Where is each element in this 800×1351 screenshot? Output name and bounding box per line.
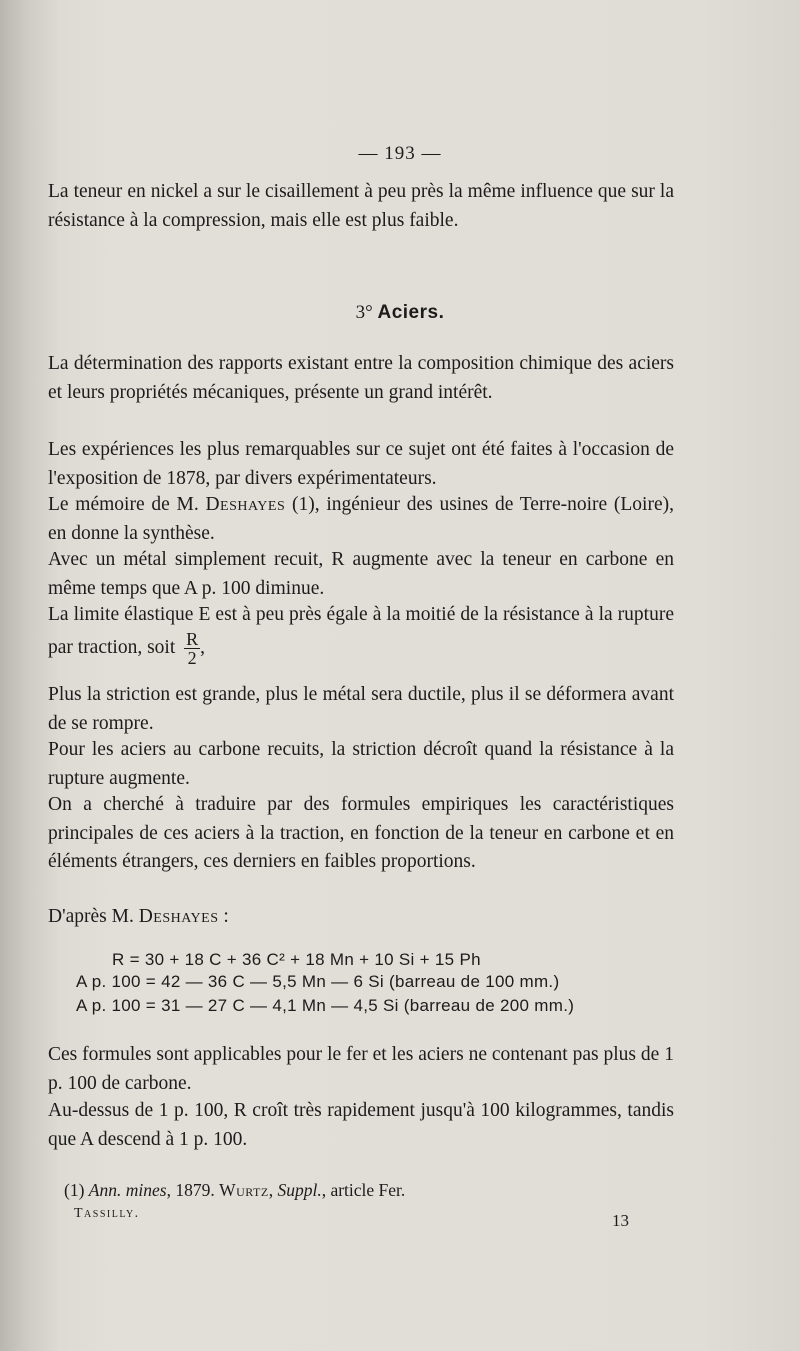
footnote-author: Wurtz (219, 1180, 269, 1200)
paragraph-nickel (48, 178, 674, 235)
paragraph-striction (48, 681, 674, 738)
paragraph-applicables (48, 1041, 674, 1098)
formula-a-200mm: A p. 100 = 31 — 27 C — 4,1 Mn — 4,5 Si (barreau de 200 mm.) (76, 996, 575, 1015)
formula-r: R = 30 + 18 C + 36 C² + 18 Mn + 10 Si + 15 Ph (112, 950, 481, 969)
paragraph-limite-elastique-text: La limite élastique E est à peu près égale à la moitié de la résistance à la rupture par traction, soit (48, 604, 674, 658)
paragraph-memoire (48, 491, 674, 548)
paragraph-nickel-text: La teneur en nickel a sur le cisaillement à peu près la même influence que sur la résistance à la compression, mais elle est plus faible. (48, 181, 674, 231)
paragraph-formules-empiriques (48, 791, 674, 877)
paragraph-metal-recuit (48, 546, 674, 603)
section-heading-title: Aciers. (377, 302, 445, 323)
fraction-comma: , (200, 636, 206, 658)
paragraph-memoire-lead: Le mémoire de M. (48, 494, 206, 515)
footnote-source: Ann. mines (88, 1180, 167, 1200)
footnote-suppl: Suppl. (277, 1180, 322, 1200)
paragraph-determination-text: La détermination des rapports existant entre la composition chimique des aciers et leurs propriétés mécaniques, présente un grand intérêt. (48, 353, 674, 403)
footnote-sep: , (268, 1180, 278, 1200)
author-name: Deshayes (205, 494, 286, 515)
section-heading (0, 302, 800, 324)
fraction-r-over-2 (184, 630, 200, 667)
printer-name: Tassilly. (74, 1206, 140, 1221)
fraction-numerator: R (186, 628, 199, 649)
paragraph-dapres-tail: : (218, 906, 229, 927)
section-heading-number: 3° (355, 302, 378, 323)
footnote-article: , article Fer. (321, 1180, 406, 1200)
footnote-year: , 1879. (166, 1180, 220, 1200)
paragraph-experiences-text: Les expériences les plus remarquables sur ce sujet ont été faites à l'occasion de l'exposition de 1878, par divers expérimentateurs. (48, 439, 674, 489)
paragraph-dapres-lead: D'après M. (48, 906, 139, 927)
paragraph-metal-recuit-text: Avec un métal simplement recuit, R augmente avec la teneur en carbone en même temps que A p. 100 diminue. (48, 549, 674, 599)
paragraph-applicables-text: Ces formules sont applicables pour le fer et les aciers ne contenant pas plus de 1 p. 100 de carbone. (48, 1044, 674, 1094)
paragraph-dapres (48, 903, 674, 932)
paragraph-au-dessus-text: Au-dessus de 1 p. 100, R croît très rapidement jusqu'à 100 kilogrammes, tandis que A descend à 1 p. 100. (48, 1100, 674, 1150)
paragraph-limite-elastique (48, 601, 674, 667)
signature-mark: 13 (612, 1211, 629, 1230)
paragraph-determination (48, 350, 674, 407)
paragraph-striction-text: Plus la striction est grande, plus le métal sera ductile, plus il se déformera avant de se rompre. (48, 684, 674, 734)
footnote-marker: (1) (64, 1180, 89, 1200)
fraction-denominator: 2 (187, 647, 197, 668)
paragraph-experiences (48, 436, 674, 493)
author-name-2: Deshayes (138, 906, 219, 927)
paragraph-au-dessus (48, 1097, 674, 1154)
paragraph-aciers-carbone-text: Pour les aciers au carbone recuits, la striction décroît quand la résistance à la rupture augmente. (48, 739, 674, 789)
formula-a-100mm: A p. 100 = 42 — 36 C — 5,5 Mn — 6 Si (barreau de 100 mm.) (76, 972, 560, 991)
paragraph-aciers-carbone (48, 736, 674, 793)
page-number-header: — 193 — (358, 143, 442, 164)
footnote (64, 1180, 405, 1201)
paragraph-memoire-tail: (1), ingénieur des usines de Terre-noire (Loire), en donne la synthèse. (48, 494, 674, 544)
paragraph-formules-empiriques-text: On a cherché à traduire par des formules empiriques les caractéristiques principales de ces aciers à la traction, en fonction de la teneur en carbone et en éléments étrangers, ces derniers en faibles proportions. (48, 794, 674, 873)
